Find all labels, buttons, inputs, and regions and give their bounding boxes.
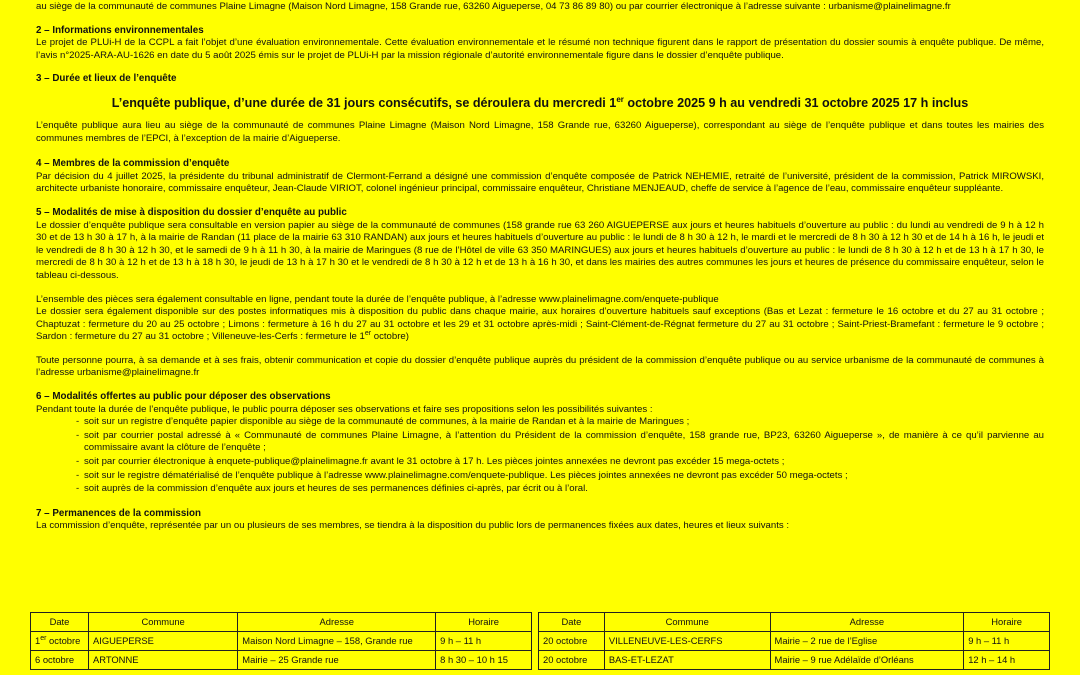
header-date: Date xyxy=(539,613,605,632)
table-header-row xyxy=(539,613,1050,632)
cell-commune: VILLENEUVE-LES-CERFS xyxy=(604,632,770,651)
cell-adresse: Mairie – 25 Grande rue xyxy=(238,651,436,670)
top-line: au siège de la communauté de communes Plaine Limagne (Maison Nord Limagne, 158 Grande rue, 63260 Aigueperse, 04 73 86 89 80) ou par courrier électronique à l’adresse suivante : urbanisme@plainelimagne.fr xyxy=(36,1,951,12)
cell-date: 1er octobre xyxy=(31,632,89,651)
permanences-table-left xyxy=(30,612,532,670)
cell-horaire: 9 h – 11 h xyxy=(436,632,532,651)
section-2-title: 2 – Informations environnementales xyxy=(36,24,204,36)
section-5-computers: Le dossier sera également disponible sur des postes informatiques mis à disposition du public dans chaque mairie, aux horaires d’ouverture habituels sauf exceptions (Bas et Lezat : fermeture le 16 octobre et du 27 au 31 octobre ; Chaptuzat : fermeture du 20 au 25 octobre ; Limons : fermeture à 16 h du 27 au 31 octobre et les 29 et 31 octobre après-midi ; Saint-Clément-de-Régnat fermeture du 27 au 31 octobre ; Saint-Priest-Bramefant : fermeture le 9 octobre ; Sardon : fermeture du 27 au 31 octobre ; Villeneuve-les-Cerfs : fermeture le 1er octobre) xyxy=(36,306,1044,343)
cell-commune: BAS-ET-LEZAT xyxy=(604,651,770,670)
cell-horaire: 9 h – 11 h xyxy=(964,632,1050,651)
list-item: - soit par courrier électronique à enquete-publique@plainelimagne.fr avant le 31 octobre à 17 h. Les pièces jointes annexées ne devront pas excéder 15 mega-octets ; xyxy=(76,456,1044,469)
header-date: Date xyxy=(31,613,89,632)
section-6-title: 6 – Modalités offertes au public pour déposer des observations xyxy=(36,391,331,403)
cell-horaire: 12 h – 14 h xyxy=(964,651,1050,670)
section-5-online: L’ensemble des pièces sera également consultable en ligne, pendant toute la durée de l’enquête publique, à l’adresse www.plainelimagne.com/enquete-publique xyxy=(36,293,719,305)
header-horaire: Horaire xyxy=(436,613,532,632)
cell-commune: ARTONNE xyxy=(88,651,237,670)
list-item: - soit auprès de la commission d’enquête aux jours et heures de ses permanences définies ci-après, par écrit ou à l’oral. xyxy=(76,483,1044,496)
permanences-table-right xyxy=(538,612,1050,670)
cell-adresse: Mairie – 2 rue de l’Eglise xyxy=(770,632,964,651)
table-row xyxy=(539,632,1050,651)
cell-date: 20 octobre xyxy=(539,632,605,651)
section-5-copy: Toute personne pourra, à sa demande et à ses frais, obtenir communication et copie du dossier d’enquête publique auprès du président de la commission d’enquête publique ou au service urbanisme de la communauté de communes à l’adresse urbanisme@plainelimagne.fr xyxy=(36,354,1044,379)
section-4-text: Par décision du 4 juillet 2025, la présidente du tribunal administratif de Clermont-Ferrand a désigné une commission d’enquête composée de Patrick NEHEMIE, retraité de l’université, président de la commission, Patrick MIROWSKI, architecte urbaniste honoraire, commissaire enquêteur, Jean-Claude VIRIOT, colonel ingénieur principal, commissaire enquêteur, Christiane MENJEAUD, cheffe de service à l’agence de l’eau, commissaire enquêteur suppléante. xyxy=(36,170,1044,195)
section-7-title: 7 – Permanences de la commission xyxy=(36,507,201,519)
cell-adresse: Mairie – 9 rue Adélaïde d’Orléans xyxy=(770,651,964,670)
header-commune: Commune xyxy=(88,613,237,632)
cell-date: 6 octobre xyxy=(31,651,89,670)
section-4-title: 4 – Membres de la commission d’enquête xyxy=(36,158,230,170)
table-header-row xyxy=(31,613,532,632)
table-row xyxy=(31,632,532,651)
table-row xyxy=(31,651,532,670)
enquiry-dates-headline: L’enquête publique, d’une durée de 31 jours consécutifs, se déroulera du mercredi 1er octobre 2025 9 h au vendredi 31 octobre 2025 17 h inclus xyxy=(111,94,969,110)
list-item: - soit sur un registre d’enquête papier disponible au siège de la communauté de communes, à la mairie de Randan et à la mairie de Maringues ; xyxy=(76,416,1044,429)
header-adresse: Adresse xyxy=(770,613,964,632)
header-commune: Commune xyxy=(604,613,770,632)
section-3-text: L’enquête publique aura lieu au siège de la communauté de communes Plaine Limagne (Maison Nord Limagne, 158 Grande rue, 63260 Aigueperse), correspondant au siège de l’enquête publique et dans toutes les mairies des communes membres de l’EPCI, à l’exception de la mairie d’Aigueperse. xyxy=(36,119,1044,144)
cell-date: 20 octobre xyxy=(539,651,605,670)
section-3-title: 3 – Durée et lieux de l’enquête xyxy=(36,73,177,85)
table-row xyxy=(539,651,1050,670)
section-2-text: Le projet de PLUi-H de la CCPL a fait l’objet d’une évaluation environnementale. Cette évaluation environnementale et le résumé non technique figurent dans le rapport de présentation du dossier soumis à enquête publique. De même, l’avis n°2025-ARA-AU-1626 en date du 5 août 2025 émis sur le projet de PLUi-H par la mission régionale d’autorité environnementale figure dans le dossier d’enquête publique. xyxy=(36,37,1044,61)
section-5-paper-dossier: Le dossier d’enquête publique sera consultable en version papier au siège de la communauté de communes (158 grande rue 63 260 AIGUEPERSE aux jours et heures habituels d’ouverture au public : du lundi au vendredi de 9 h à 12 h 30 et de 13 h 30 à 17 h, à la mairie de Randan (11 place de la mairie 63 310 RANDAN) aux jours et heures habituels d’ouverture au public : le lundi de 8 h 30 à 12 h, le mardi et le mercredi de 8 h 30 à 12 h 30 et de 14 h à 16 h, le jeudi et le vendredi de 8 h 30 à 12 h 30, et le samedi de 9 h à 11 h 30, à la mairie de Maringues (8 rue de l’Hôtel de ville 63 350 MARINGUES) aux jours et heures habituels d’ouverture au public : le lundi de 8 h 30 à 12 h et de 13 h à 17 h 30, le mercredi de 8 h 30 à 12 h et de 13 h à 18 h 30, le jeudi de 13 h à 17 h 30 et le vendredi de 8 h 30 à 12 h et de 13 h à 16 h 30, et dans les mairies des autres communes les jours et heures de présence du commissaire enquêteur, selon le tableau ci-dessous. xyxy=(36,219,1044,281)
list-item: - soit par courrier postal adressé à « Communauté de communes Plaine Limagne, à l’attention du Président de la commission d’enquête, 158 grande rue, BP23, 63260 Aigueperse », de manière à ce qu’il parvienne au commissaire avant la clôture de l’enquête ; xyxy=(76,430,1044,455)
section-5-title: 5 – Modalités de mise à disposition du dossier d’enquête au public xyxy=(36,206,347,218)
cell-adresse: Maison Nord Limagne – 158, Grande rue xyxy=(238,632,436,651)
cell-horaire: 8 h 30 – 10 h 15 xyxy=(436,651,532,670)
header-horaire: Horaire xyxy=(964,613,1050,632)
section-6-intro: Pendant toute la durée de l’enquête publique, le public pourra déposer ses observations et faire ses propositions selon les possibilités suivantes : xyxy=(36,403,653,415)
observation-methods-list xyxy=(36,416,1044,496)
list-item: - soit sur le registre dématérialisé de l’enquête publique à l’adresse www.plainelimagne.com/enquete-publique. Les pièces jointes annexées ne devront pas excéder 50 mega-octets ; xyxy=(76,470,1044,483)
header-adresse: Adresse xyxy=(238,613,436,632)
section-7-text: La commission d’enquête, représentée par un ou plusieurs de ses membres, se tiendra à la disposition du public lors de permanences fixées aux dates, heures et lieux suivants : xyxy=(36,520,789,532)
cell-commune: AIGUEPERSE xyxy=(88,632,237,651)
